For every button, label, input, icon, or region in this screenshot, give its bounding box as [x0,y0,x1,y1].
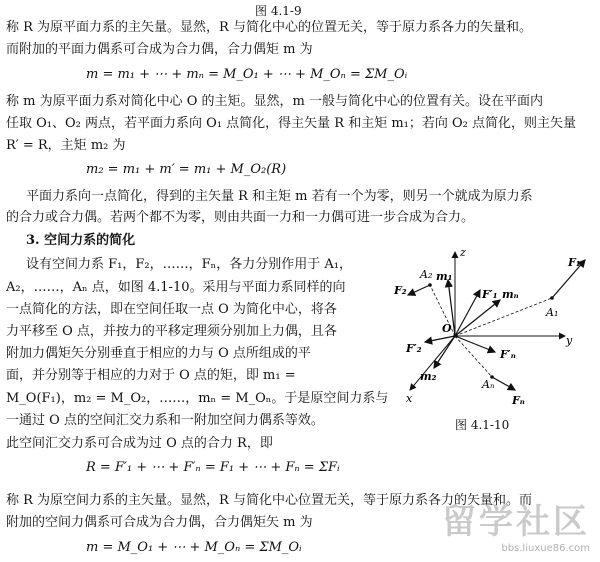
force-f2 [408,285,430,295]
paragraph-line: 称 m 为原平面力系对简化中心 O 的主矩。显然，m 一般与简化中心的位置有关。设在平面内 [6,94,543,109]
label-mn: mₙ [502,288,519,301]
paragraph-line: 一点简化的方法，即在空间任取一点 O 为简化中心，将各 [6,302,337,317]
paragraph-line: 力平移至 O 点，并按力的平移定理须分别加上力偶，且各 [6,324,337,339]
label-f1-prime: F′₁ [482,288,498,301]
label-an: Aₙ [482,378,495,391]
label-o: O [442,322,452,335]
figure-caption: 图 4.1-10 [455,418,510,432]
moment-mn [455,300,500,336]
paragraph-line: 任取 O₁、O₂ 两点，若平面力系向 O₁ 点简化，得主矢量 R 和主矩 m₁；若向 O₂ 点简化，则主矢量 [6,116,576,131]
label-f2-prime: F′₂ [406,342,422,355]
force-system-diagram [380,240,595,410]
force-fn [492,377,515,390]
paragraph-line: 一通过 O 点的空间汇交力系和一附加空间力偶系等效。 [6,413,324,428]
label-fn: Fₙ [512,394,525,407]
paragraph-line: R′ = R，主矩 m₂ 为 [6,138,126,153]
watermark-logo: 留学社区 [442,502,590,542]
label-m2: m₂ [420,370,437,383]
paragraph-line: 附加力偶矩矢分别垂直于相应的力与 O 点所组成的平 [6,346,311,361]
paragraph-line: M_O(F₁)，m₂ = M_O₂，……，mₙ = M_Oₙ。于是原空间力系与 [6,391,389,406]
paragraph-line: 此空间汇交力系可合成为过 O 点的合力 R，即 [6,436,273,451]
label-a2: A₂ [420,268,433,281]
paragraph-line: 称 R 为原空间力系的主矢量。显然，R 与简化中心位置无关，等于原力系各力的矢量和。而 [6,493,532,508]
label-a1: A₁ [546,306,559,319]
label-y: y [566,334,573,347]
label-x: x [406,392,413,405]
paragraph-line: A₂，……，Aₙ 点，如图 4.1-10。采用与平面力系同样的向 [6,280,346,295]
moment-m2 [434,336,455,368]
paragraph-line: 称 R 为原平面力系的主矢量。显然，R 与简化中心的位置无关，等于原力系各力的矢量和。 [6,20,532,35]
paragraph-line: 平面力系向一点简化，得到的主矢量 R 和主矩 m 若有一个为零，则另一个就成为原力系 [26,189,533,204]
paragraph-line: 而附加的平面力偶系可合成为合力偶，合力偶矩 m 为 [6,42,313,57]
section-heading: 3. 空间力系的简化 [26,233,136,248]
label-f1: F₁ [568,256,581,269]
equation: m = M_O₁ + ⋯ + M_Oₙ = ΣM_Oᵢ [86,540,302,555]
paragraph-line: 附加的空间力偶系可合成为合力偶，合力偶矩矢 m 为 [6,515,313,530]
force-f1-prime [455,290,480,336]
equation: R = F′₁ + ⋯ + F′ₙ = F₁ + ⋯ + Fₙ = ΣFᵢ [86,460,340,475]
watermark-url: bbs.liuxue86.com [501,543,590,554]
equation: m = m₁ + ⋯ + mₙ = M_O₁ + ⋯ + M_Oₙ = ΣM_Oᵢ [86,67,408,82]
paragraph-line: 面，并分别等于相应的力对于 O 点的矩，即 m₁ = [6,368,296,383]
label-z: z [460,246,466,259]
paragraph-line: 设有空间力系 F₁，F₂，……，Fₙ，各力分别作用于 A₁， [26,257,352,272]
label-m1: m₁ [436,270,453,283]
figure-caption-top: 图 4.1-9 [255,4,302,18]
force-fn-prime [455,336,495,352]
paragraph-line: 的合力或合力偶。若两个都不为零，则由共面一力和一力偶可进一步合成为合力。 [6,210,475,225]
label-f2: F₂ [394,284,407,297]
equation: m₂ = m₁ + m′ = m₁ + M_O₂(R) [86,162,287,177]
watermark [442,494,590,554]
label-fn-prime: F′ₙ [500,348,516,361]
